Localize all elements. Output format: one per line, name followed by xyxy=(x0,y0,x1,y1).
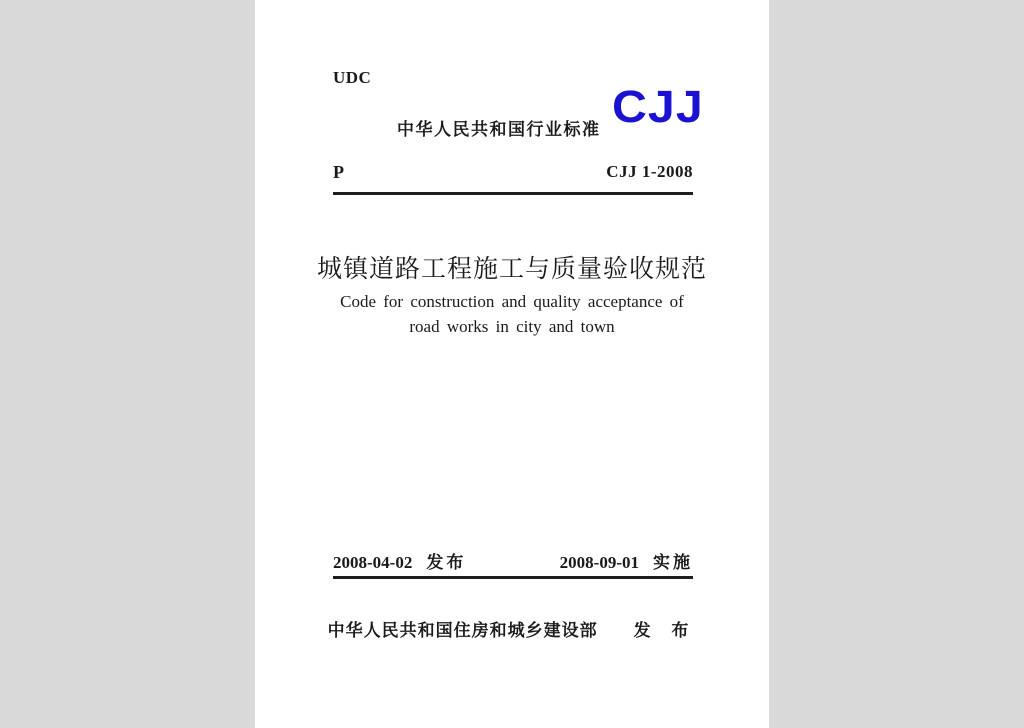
udc-label: UDC xyxy=(333,68,372,87)
cjj-logo: CJJ xyxy=(612,81,704,133)
document-title-en-line1: Code for construction and quality acceptance of xyxy=(340,292,684,311)
bottom-divider xyxy=(333,576,693,579)
top-divider xyxy=(333,192,693,195)
document-title-en xyxy=(255,289,769,339)
issue-label: 发布 xyxy=(426,553,467,572)
document-title-cn: 城镇道路工程施工与质量验收规范 xyxy=(316,256,707,283)
implement-date: 2008-09-01 xyxy=(559,553,639,572)
standard-number: CJJ 1-2008 xyxy=(606,162,693,181)
publish-action-label: 发 布 xyxy=(633,621,697,640)
dates-row xyxy=(333,548,693,573)
standard-type-label: 中华人民共和国行业标准 xyxy=(397,120,601,139)
implement-label: 实施 xyxy=(653,553,693,572)
classification-code: P xyxy=(333,162,344,182)
issue-date-group xyxy=(333,548,466,573)
document-title-en-line2: road works in city and town xyxy=(409,317,615,336)
publisher-name: 中华人民共和国住房和城乡建设部 xyxy=(327,621,598,640)
implement-date-group xyxy=(560,548,693,573)
publisher-row xyxy=(255,616,769,641)
issue-date: 2008-04-02 xyxy=(333,553,413,572)
document-cover-page xyxy=(255,0,769,728)
